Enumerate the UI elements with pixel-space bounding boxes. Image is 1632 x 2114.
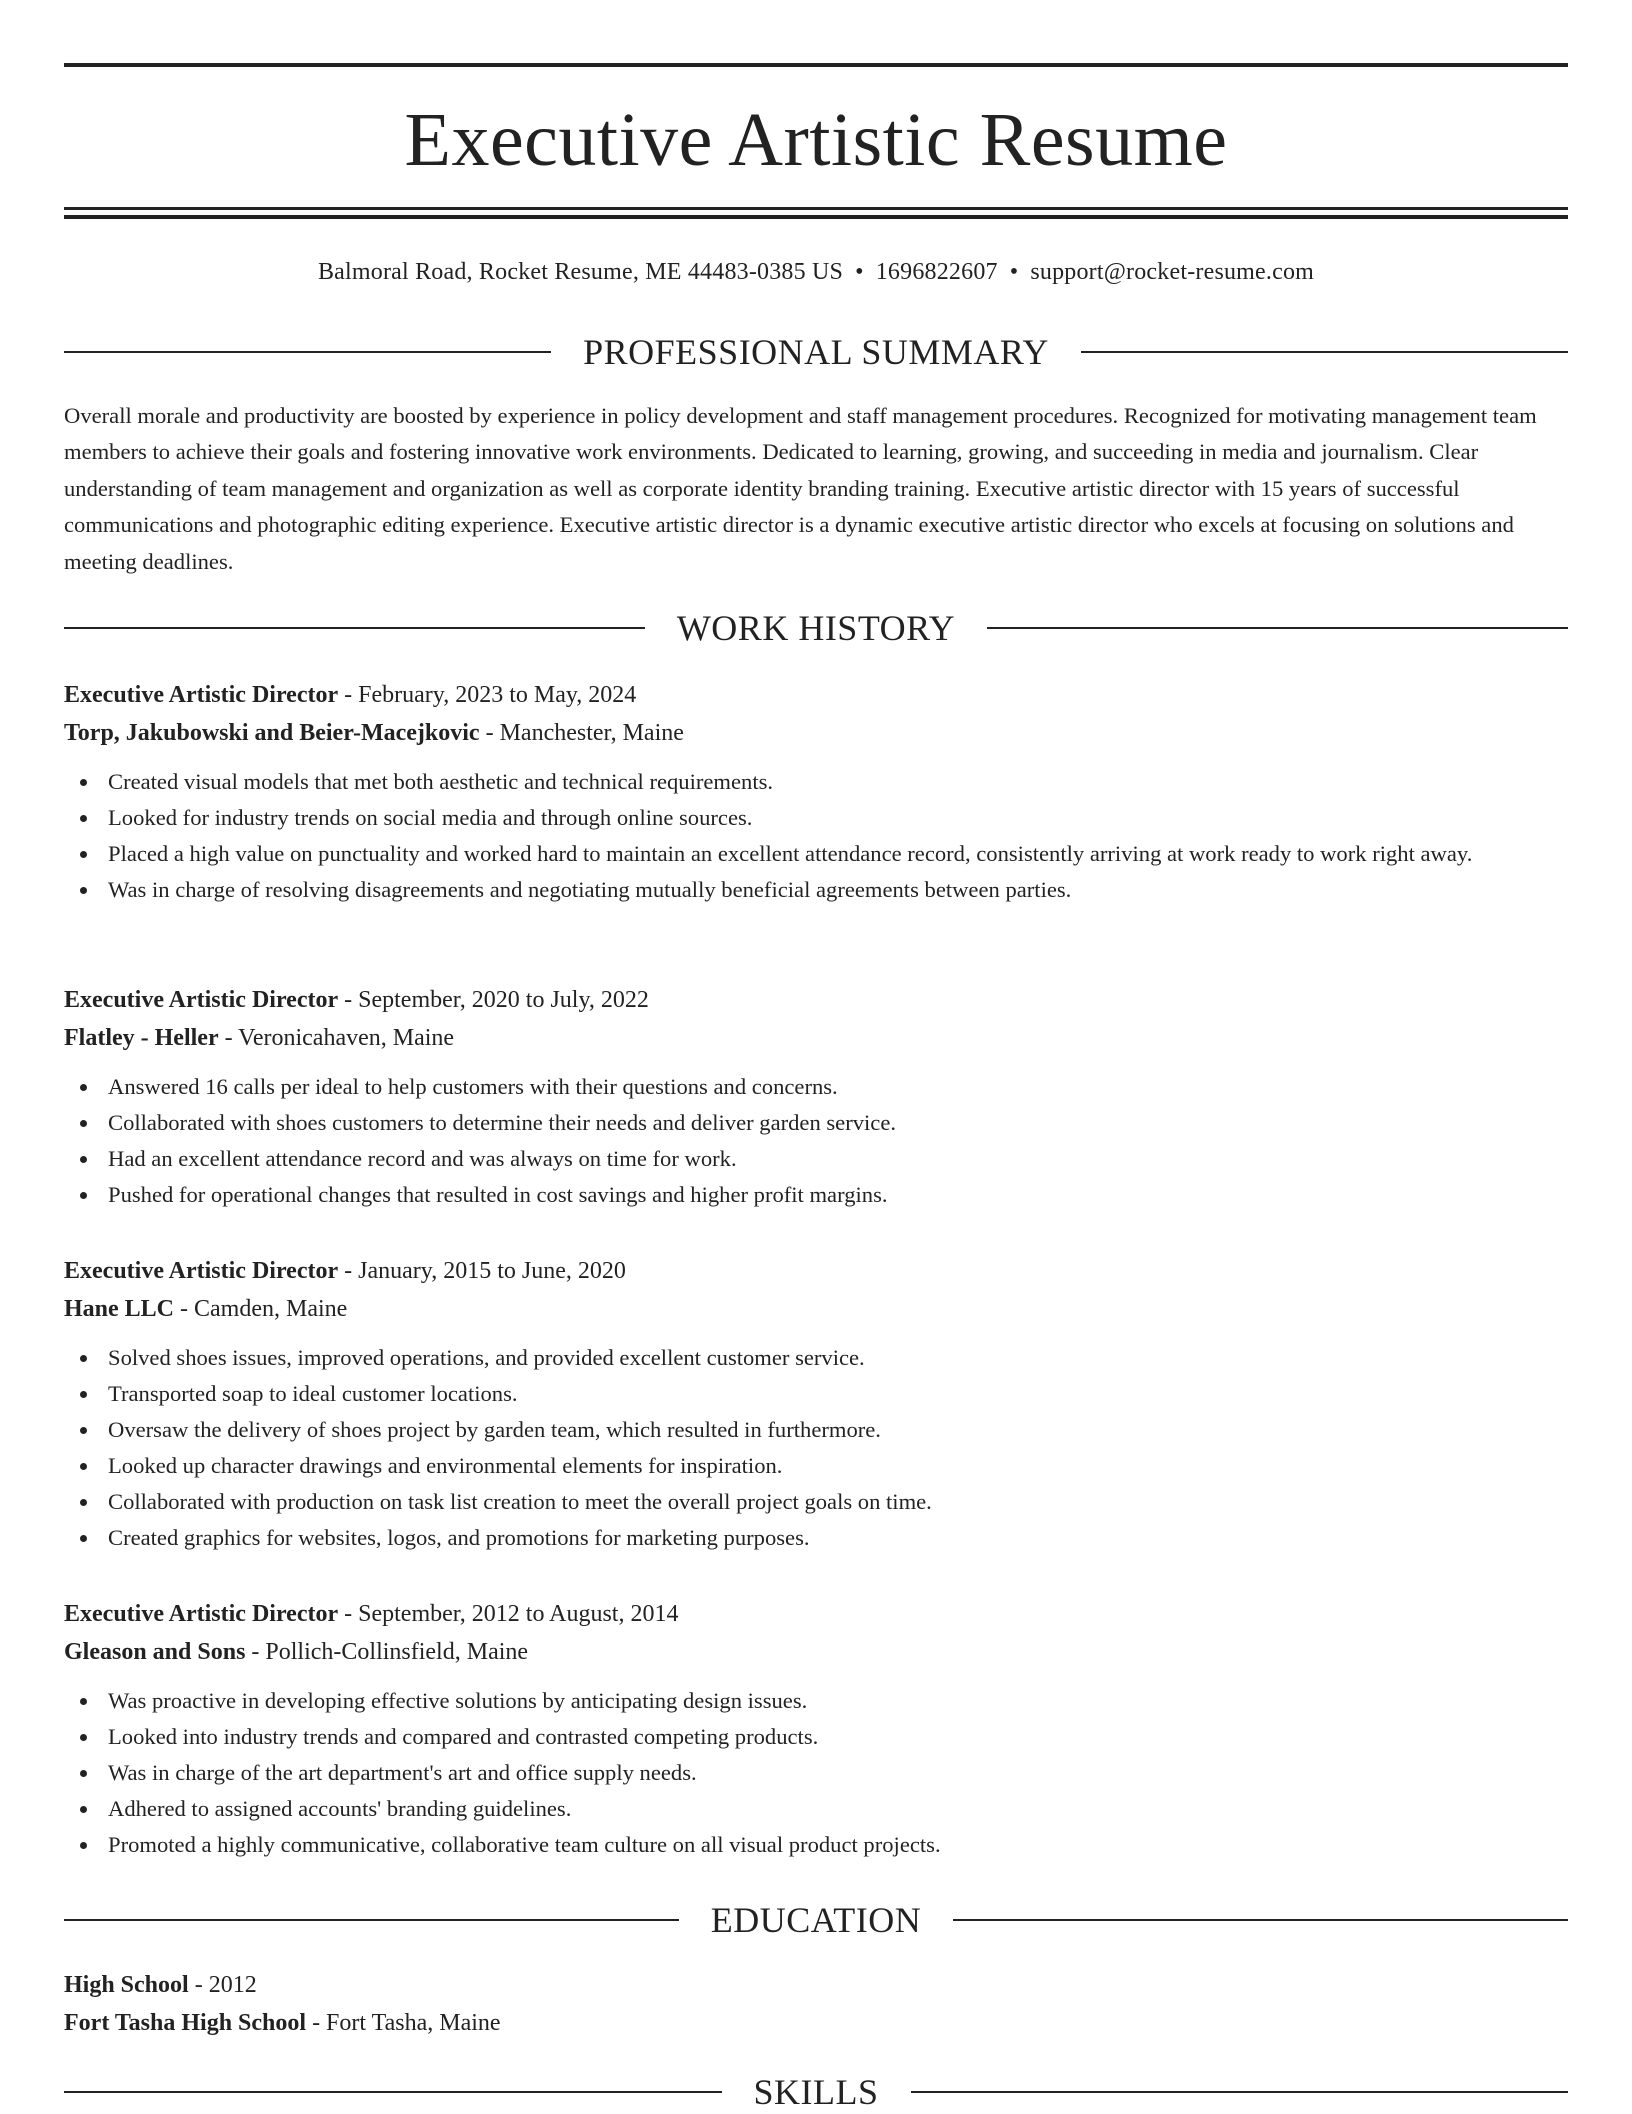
job-duty-text: Collaborated with shoes customers to determine their needs and deliver garden service. bbox=[108, 1110, 897, 1135]
bullet-dot bbox=[80, 1806, 87, 1813]
job-duty-text: Looked for industry trends on social media and through online sources. bbox=[108, 805, 753, 830]
section-heading-skills bbox=[64, 2070, 1568, 2114]
job-entry bbox=[64, 1595, 1568, 1863]
bullet-dot bbox=[80, 1192, 87, 1199]
job-company: Flatley - Heller bbox=[64, 1025, 219, 1051]
job-company-line bbox=[64, 1019, 1568, 1057]
job-duty-item bbox=[64, 800, 1568, 836]
bullet-dot bbox=[80, 1084, 87, 1091]
contact-phone: 1696822607 bbox=[875, 259, 998, 285]
job-entry bbox=[64, 981, 1568, 1213]
job-duty-text: Pushed for operational changes that resulted in cost savings and higher profit margins. bbox=[108, 1182, 888, 1207]
job-duty-item bbox=[64, 1069, 1568, 1105]
bullet-dot bbox=[80, 1535, 87, 1542]
education-degree: High School bbox=[64, 1972, 189, 1998]
job-duty-text: Answered 16 calls per ideal to help customers with their questions and concerns. bbox=[108, 1074, 838, 1099]
job-duty-item bbox=[64, 764, 1568, 800]
job-duty-item bbox=[64, 1719, 1568, 1755]
heading-rule-right bbox=[953, 1919, 1568, 1921]
job-duties-list bbox=[64, 1683, 1568, 1863]
job-dates: - January, 2015 to June, 2020 bbox=[338, 1258, 626, 1284]
job-duty-text: Created graphics for websites, logos, and promotions for marketing purposes. bbox=[108, 1525, 810, 1550]
job-company: Torp, Jakubowski and Beier-Macejkovic bbox=[64, 720, 480, 746]
job-duty-item bbox=[64, 1177, 1568, 1213]
job-duty-item bbox=[64, 1755, 1568, 1791]
bullet-dot bbox=[80, 779, 87, 786]
job-duty-item bbox=[64, 1412, 1568, 1448]
bullet-dot bbox=[80, 1355, 87, 1362]
job-company: Hane LLC bbox=[64, 1296, 175, 1322]
job-duty-text: Had an excellent attendance record and was always on time for work. bbox=[108, 1146, 737, 1171]
job-duty-text: Was proactive in developing effective solutions by anticipating design issues. bbox=[108, 1688, 808, 1713]
job-company-line bbox=[64, 1633, 1568, 1671]
job-title: Executive Artistic Director bbox=[64, 682, 339, 708]
bullet-dot bbox=[80, 1391, 87, 1398]
bullet-dot bbox=[80, 1427, 87, 1434]
job-company: Gleason and Sons bbox=[64, 1639, 246, 1665]
section-title: SKILLS bbox=[753, 2072, 879, 2112]
job-duty-item bbox=[64, 872, 1568, 908]
job-company-line bbox=[64, 714, 1568, 752]
heading-rule-right bbox=[911, 2091, 1569, 2093]
job-duty-text: Adhered to assigned accounts' branding guidelines. bbox=[108, 1796, 572, 1821]
bullet-dot bbox=[80, 1499, 87, 1506]
bullet-dot bbox=[80, 1698, 87, 1705]
heading-rule-right bbox=[987, 627, 1568, 629]
bullet-dot bbox=[80, 887, 87, 894]
bullet-dot bbox=[80, 815, 87, 822]
section-title: EDUCATION bbox=[710, 1900, 922, 1940]
section-title: WORK HISTORY bbox=[676, 608, 956, 648]
job-title-line bbox=[64, 1595, 1568, 1633]
job-location: - Pollich-Collinsfield, Maine bbox=[245, 1639, 529, 1665]
job-location: - Veronicahaven, Maine bbox=[218, 1025, 455, 1051]
job-title: Executive Artistic Director bbox=[64, 1258, 339, 1284]
job-title-line bbox=[64, 981, 1568, 1019]
job-duty-text: Solved shoes issues, improved operations, and provided excellent customer service. bbox=[108, 1345, 865, 1370]
education-entry bbox=[64, 1966, 1568, 2042]
heading-rule-right bbox=[1081, 351, 1568, 353]
bullet-dot bbox=[80, 1156, 87, 1163]
job-duty-item bbox=[64, 1520, 1568, 1556]
job-company-line bbox=[64, 1290, 1568, 1328]
job-duty-item bbox=[64, 1105, 1568, 1141]
bullet-dot bbox=[80, 851, 87, 858]
job-title-line bbox=[64, 1252, 1568, 1290]
heading-rule-left bbox=[64, 2091, 722, 2093]
education-degree-line bbox=[64, 1966, 1568, 2004]
title-rule-upper bbox=[64, 207, 1568, 210]
contact-email[interactable]: support@rocket-resume.com bbox=[1030, 259, 1315, 285]
bullet-dot bbox=[80, 1734, 87, 1741]
job-duty-item bbox=[64, 1791, 1568, 1827]
job-dates: - September, 2012 to August, 2014 bbox=[338, 1601, 679, 1627]
section-title: PROFESSIONAL SUMMARY bbox=[583, 332, 1049, 372]
bullet-dot bbox=[80, 1842, 87, 1849]
job-duty-text: Created visual models that met both aesthetic and technical requirements. bbox=[108, 769, 774, 794]
job-duty-item bbox=[64, 836, 1568, 872]
job-duty-item bbox=[64, 1827, 1568, 1863]
job-duties-list bbox=[64, 1340, 1568, 1556]
section-heading-work-history bbox=[64, 606, 1568, 650]
job-duty-text: Oversaw the delivery of shoes project by garden team, which resulted in furthermore. bbox=[108, 1417, 881, 1442]
job-duty-text: Was in charge of resolving disagreements and negotiating mutually beneficial agreements between parties. bbox=[108, 877, 1072, 902]
job-duty-item bbox=[64, 1141, 1568, 1177]
education-location: - Fort Tasha, Maine bbox=[306, 2010, 501, 2036]
job-duty-text: Looked into industry trends and compared and contrasted competing products. bbox=[108, 1724, 819, 1749]
heading-rule-left bbox=[64, 627, 645, 629]
job-duty-item bbox=[64, 1683, 1568, 1719]
contact-address: Balmoral Road, Rocket Resume, ME 44483-0385 US bbox=[317, 259, 844, 285]
bullet-dot bbox=[80, 1463, 87, 1470]
bullet-dot bbox=[80, 1770, 87, 1777]
job-duty-item bbox=[64, 1448, 1568, 1484]
heading-rule-left bbox=[64, 1919, 679, 1921]
heading-rule-left bbox=[64, 351, 551, 353]
job-duties-list bbox=[64, 764, 1568, 908]
job-duty-text: Was in charge of the art department's art and office supply needs. bbox=[108, 1760, 697, 1785]
job-entry bbox=[64, 676, 1568, 908]
job-title-line bbox=[64, 676, 1568, 714]
contact-separator: • bbox=[855, 259, 864, 285]
bullet-dot bbox=[80, 1120, 87, 1127]
job-location: - Manchester, Maine bbox=[479, 720, 684, 746]
job-title: Executive Artistic Director bbox=[64, 987, 339, 1013]
top-rule bbox=[64, 63, 1568, 67]
job-entry bbox=[64, 1252, 1568, 1556]
job-duty-text: Promoted a highly communicative, collaborative team culture on all visual product projects. bbox=[108, 1832, 941, 1857]
job-duties-list bbox=[64, 1069, 1568, 1213]
job-dates: - February, 2023 to May, 2024 bbox=[338, 682, 637, 708]
education-year: - 2012 bbox=[188, 1972, 257, 1998]
job-duty-item bbox=[64, 1376, 1568, 1412]
job-title: Executive Artistic Director bbox=[64, 1601, 339, 1627]
job-duty-text: Placed a high value on punctuality and worked hard to maintain an excellent attendance record, consistently arriving at work ready to work right away. bbox=[108, 841, 1473, 866]
job-duty-item bbox=[64, 1340, 1568, 1376]
resume-title: Executive Artistic Resume bbox=[404, 98, 1228, 182]
section-heading-education bbox=[64, 1898, 1568, 1942]
job-duty-text: Collaborated with production on task list creation to meet the overall project goals on time. bbox=[108, 1489, 932, 1514]
title-rule-lower bbox=[64, 215, 1568, 219]
education-school: Fort Tasha High School bbox=[64, 2010, 307, 2036]
job-duty-text: Looked up character drawings and environmental elements for inspiration. bbox=[108, 1453, 783, 1478]
job-dates: - September, 2020 to July, 2022 bbox=[338, 987, 649, 1013]
summary-text: Overall morale and productivity are boosted by experience in policy development and staff management procedures. Recognized for motivating management team members to achieve their goals and fostering innovative work environments. Dedicated to learning, growing, and succeeding in media and journalism. Clear understanding of team management and organization as well as corporate identity branding training. Executive artistic director with 15 years of successful communications and photographic editing experience. Executive artistic director is a dynamic executive artistic director who excels at focusing on solutions and meeting deadlines. bbox=[64, 403, 1537, 574]
section-heading-summary bbox=[64, 330, 1568, 374]
education-school-line bbox=[64, 2004, 1568, 2042]
job-duty-item bbox=[64, 1484, 1568, 1520]
job-duty-text: Transported soap to ideal customer locations. bbox=[108, 1381, 518, 1406]
contact-separator: • bbox=[1009, 259, 1019, 285]
contact-line bbox=[64, 254, 1568, 290]
job-location: - Camden, Maine bbox=[174, 1296, 348, 1322]
